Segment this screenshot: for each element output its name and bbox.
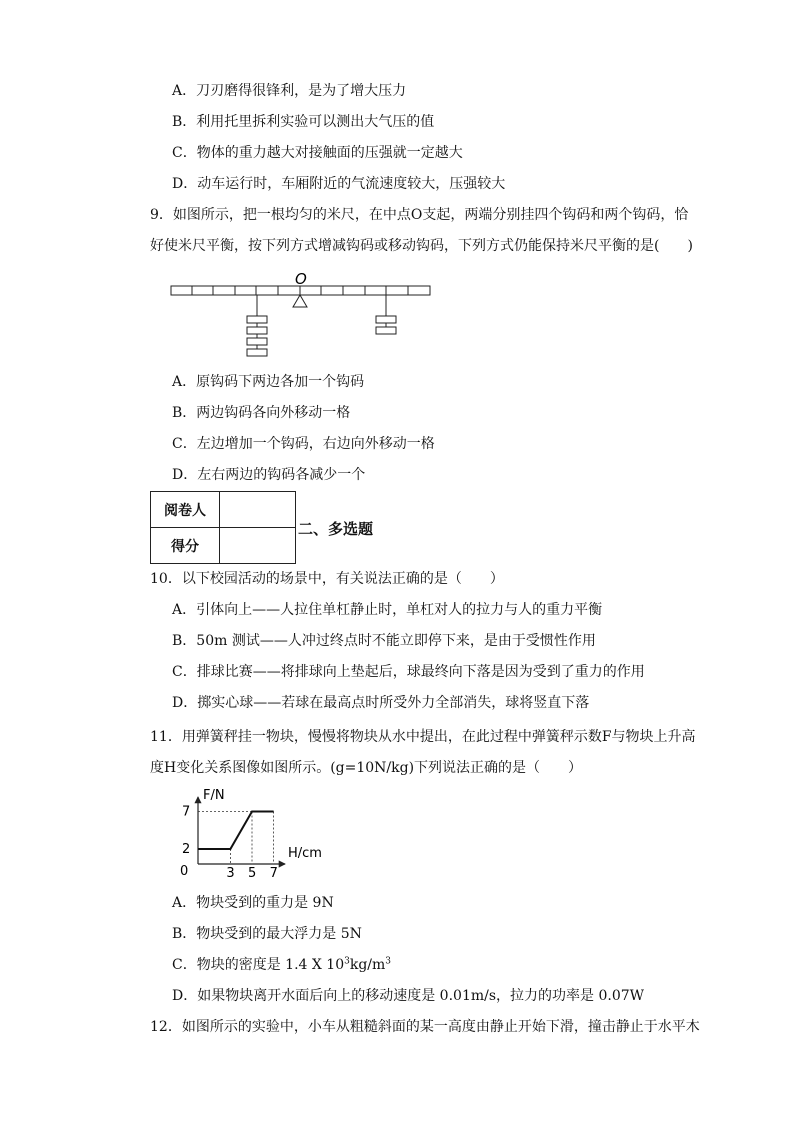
reviewer-cell	[220, 492, 296, 528]
q11-stem-line2: 度H变化关系图像如图所示。(g=10N/kg)下列说法正确的是（ ）	[150, 760, 583, 776]
left-hook-weights	[247, 295, 267, 356]
q11-option-c-exp: 3	[344, 956, 350, 967]
q11-option-d: D．如果物块离开水面后向上的移动速度是 0.01m/s，拉力的功率是 0.07W	[172, 988, 645, 1004]
x-tick-label-3: 3	[226, 866, 235, 881]
q9-stem-line2: 好使米尺平衡，按下列方式增减钩码或移动钩码，下列方式仍能保持米尺平衡的是( )	[150, 238, 693, 254]
q8-option-a: A．刀刃磨得很锋利，是为了增大压力	[172, 83, 407, 99]
q10-stem: 10．以下校园活动的场景中，有关说法正确的是（ ）	[150, 571, 504, 587]
q9-option-a: A．原钩码下两边各加一个钩码	[172, 374, 365, 390]
q10-option-b: B．50m 测试——人冲过终点时不能立即停下来，是由于受惯性作用	[172, 633, 596, 649]
score-box	[150, 491, 296, 564]
q8-option-d: D．动车运行时，车厢附近的气流速度较大，压强较大	[172, 176, 506, 192]
x-tick-label-7: 7	[269, 866, 278, 881]
force-line	[198, 812, 274, 850]
q8-option-b: B．利用托里拆利实验可以测出大气压的值	[172, 114, 435, 130]
q8-option-c: C．物体的重力越大对接触面的压强就一定越大	[172, 145, 463, 161]
q9-lever-figure	[165, 266, 440, 366]
q11-option-c-text: C．物块的密度是 1.4 X 10	[172, 957, 345, 973]
force-height-chart	[175, 785, 345, 885]
q10-option-c: C．排球比赛——将排球向上垫起后，球最终向下落是因为受到了重力的作用	[172, 664, 645, 680]
q9-stem-line1: 9．如图所示，把一根均匀的米尺，在中点O支起，两端分别挂四个钩码和两个钩码，恰	[150, 207, 689, 223]
q11-option-a: A．物块受到的重力是 9N	[172, 895, 334, 911]
y-axis-label: F/N	[203, 788, 225, 803]
y-tick-label-7: 7	[182, 804, 191, 820]
pivot-triangle	[293, 295, 307, 307]
score-label: 得分	[151, 528, 220, 564]
q11-option-c-exp2: 3	[385, 956, 392, 967]
x-tick-label-5: 5	[248, 866, 257, 881]
origin-label: 0	[180, 864, 189, 879]
reviewer-label: 阅卷人	[151, 492, 220, 528]
q9-option-c: C．左边增加一个钩码，右边向外移动一格	[172, 436, 435, 452]
q10-option-a: A．引体向上——人拉住单杠静止时，单杠对人的拉力与人的重力平衡	[172, 602, 603, 618]
section-title: 二、多选题	[298, 520, 374, 538]
q11-option-b: B．物块受到的最大浮力是 5N	[172, 926, 362, 942]
pivot-label: O	[295, 270, 307, 288]
q11-option-c-unit: kg/m	[349, 957, 386, 973]
score-cell	[220, 528, 296, 564]
q9-option-b: B．两边钩码各向外移动一格	[172, 405, 351, 421]
q10-option-d: D．掷实心球——若球在最高点时所受外力全部消失，球将竖直下落	[172, 695, 590, 711]
q9-option-d: D．左右两边的钩码各减少一个	[172, 467, 366, 483]
right-hook-weights	[376, 295, 396, 334]
x-axis-label: H/cm	[288, 846, 322, 861]
y-tick-label-2: 2	[182, 842, 191, 857]
q12-stem-line1: 12．如图所示的实验中，小车从粗糙斜面的某一高度由静止开始下滑，撞击静止于水平木	[150, 1019, 700, 1035]
q11-stem-line1: 11．用弹簧秤挂一物块，慢慢将物块从水中提出，在此过程中弹簧秤示数F与物块上升高	[150, 729, 696, 745]
q11-option-c	[172, 955, 391, 975]
